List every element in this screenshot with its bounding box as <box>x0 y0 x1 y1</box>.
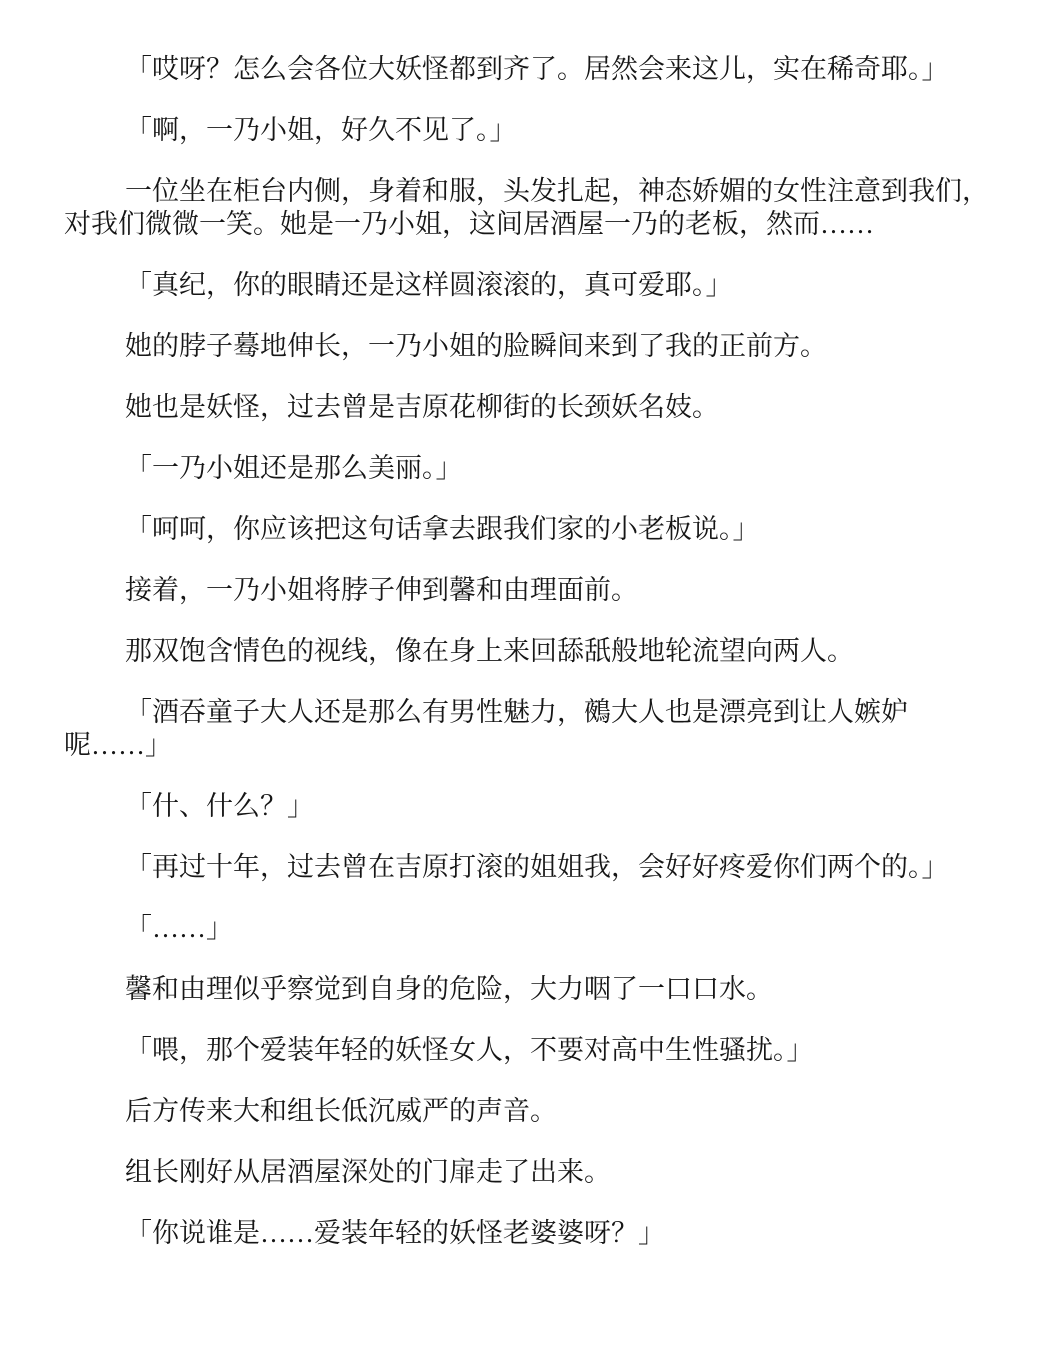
paragraph-line: 「你说谁是……爱装年轻的妖怪老婆婆呀？」 <box>125 1218 665 1248</box>
paragraph <box>64 1095 988 1128</box>
paragraph <box>64 1156 988 1189</box>
paragraph-line: 「酒吞童子大人还是那么有男性魅力，鵺大人也是漂亮到让人嫉妒 <box>125 697 908 727</box>
paragraph <box>64 973 988 1006</box>
paragraph-line: 她的脖子蓦地伸长，一乃小姐的脸瞬间来到了我的正前方。 <box>125 331 827 361</box>
paragraph-line: 一位坐在柜台内侧，身着和服，头发扎起，神态娇媚的女性注意到我们， <box>125 176 989 206</box>
paragraph-line: 「再过十年，过去曾在吉原打滚的姐姐我，会好好疼爱你们两个的。」 <box>125 852 949 882</box>
paragraph-line: 接着，一乃小姐将脖子伸到馨和由理面前。 <box>125 575 638 605</box>
paragraph-line: 她也是妖怪，过去曾是吉原花柳街的长颈妖名妓。 <box>125 392 719 422</box>
paragraph <box>64 269 988 302</box>
paragraph-line: 呢……」 <box>64 730 172 760</box>
paragraph-line: 对我们微微一笑。她是一乃小姐，这间居酒屋一乃的老板，然而…… <box>64 209 874 239</box>
paragraph <box>64 635 988 668</box>
paragraph-line: 「真纪，你的眼睛还是这样圆滚滚的，真可爱耶。」 <box>125 270 733 300</box>
paragraph-line: 「喂，那个爱装年轻的妖怪女人，不要对高中生性骚扰。」 <box>125 1035 814 1065</box>
paragraph-line: 后方传来大和组长低沉威严的声音。 <box>125 1096 557 1126</box>
paragraph-line: 「呵呵，你应该把这句话拿去跟我们家的小老板说。」 <box>125 514 760 544</box>
paragraph-line: 馨和由理似乎察觉到自身的危险，大力咽了一口口水。 <box>125 974 773 1004</box>
paragraph <box>64 452 988 485</box>
paragraph <box>64 790 988 823</box>
paragraph-line: 那双饱含情色的视线，像在身上来回舔舐般地轮流望向两人。 <box>125 636 854 666</box>
paragraph-line: 「哎呀？怎么会各位大妖怪都到齐了。居然会来这儿，实在稀奇耶。」 <box>125 54 949 84</box>
paragraph <box>64 1217 988 1250</box>
paragraph <box>64 53 988 86</box>
paragraph-line: 「啊，一乃小姐，好久不见了。」 <box>125 115 517 145</box>
paragraph <box>64 114 988 147</box>
paragraph-line: 「……」 <box>125 913 233 943</box>
paragraph <box>64 912 988 945</box>
paragraph <box>64 696 988 762</box>
paragraph <box>64 513 988 546</box>
paragraph <box>64 1034 988 1067</box>
paragraph-line: 组长刚好从居酒屋深处的门扉走了出来。 <box>125 1157 611 1187</box>
paragraph <box>64 391 988 424</box>
paragraph <box>64 175 988 241</box>
paragraph <box>64 330 988 363</box>
paragraph-line: 「什、什么？」 <box>125 791 314 821</box>
paragraph <box>64 574 988 607</box>
paragraph-line: 「一乃小姐还是那么美丽。」 <box>125 453 463 483</box>
paragraph <box>64 851 988 884</box>
text-content <box>64 53 988 1250</box>
